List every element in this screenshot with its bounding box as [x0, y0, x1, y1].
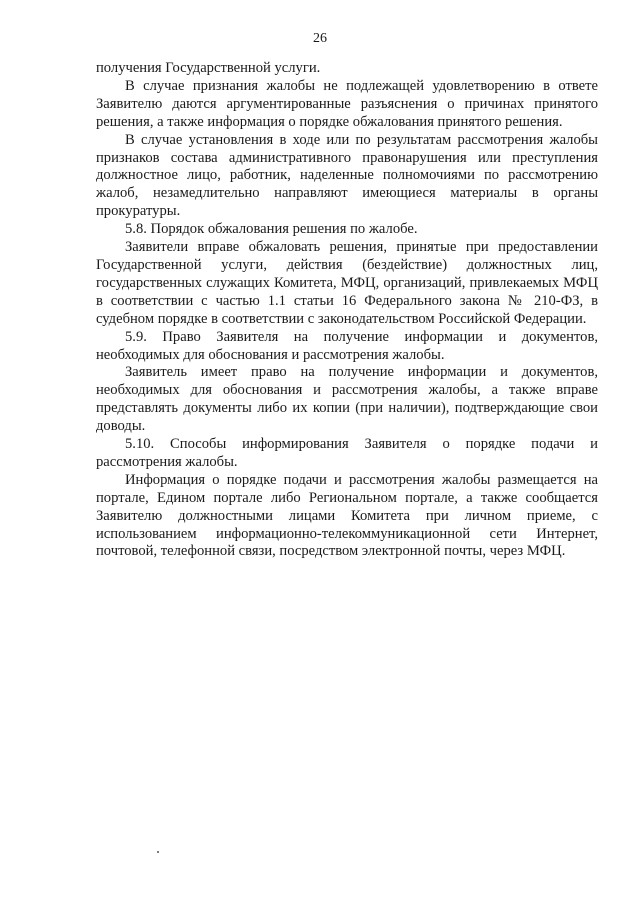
paragraph-violation-found: В случае установления в ходе или по результатам рассмотрения жалобы признаков состава административного правонарушения или преступления должностное лицо, работник, наделенные полномочиями по рассмотрению жалоб, незамедлительно направляют имеющиеся материалы в органы прокуратуры.: [96, 131, 598, 220]
page-number: 26: [313, 31, 327, 46]
section-heading-5-9: 5.9. Право Заявителя на получение информации и документов, необходимых для обоснования и рассмотрения жалобы.: [96, 328, 598, 363]
paragraph-information-rights: Заявитель имеет право на получение информации и документов, необходимых для обоснования и рассмотрения жалобы, а также вправе представлять документы либо их копии (при наличии), подтверждающие свои доводы.: [96, 364, 598, 435]
section-heading-5-8: 5.8. Порядок обжалования решения по жалобе.: [125, 221, 418, 238]
paragraph-complaint-rejected: В случае признания жалобы не подлежащей удовлетворению в ответе Заявителю даются аргументированные разъяснения о причинах принятого решения, а также информация о порядке обжалования принятого решения.: [96, 77, 598, 130]
scan-artifact: [157, 851, 159, 853]
paragraph-appeal-rights: Заявители вправе обжаловать решения, принятые при предоставлении Государственной услуги, действия (бездействие) должностных лиц, государственных служащих Комитета, МФЦ, организаций, привлекаемых МФЦ в соответствии с частью 1.1 статьи 16 Федерального закона № 210-ФЗ, в судебном порядке в соответствии с законодательством Российской Федерации.: [96, 239, 598, 327]
section-heading-5-10: 5.10. Способы информирования Заявителя о порядке подачи и рассмотрения жалобы.: [96, 436, 598, 470]
paragraph-information-methods: Информация о порядке подачи и рассмотрения жалобы размещается на портале, Едином портале либо Региональном портале, а также сообщается Заявителю должностными лицами Комитета при личном приеме, с использованием информационно-телекоммуникационной сети Интернет, почтовой, телефонной связи, посредством электронной почты, через МФЦ.: [96, 471, 598, 560]
paragraph-continuation: получения Государственной услуги.: [96, 60, 321, 76]
document-body: [96, 60, 598, 561]
